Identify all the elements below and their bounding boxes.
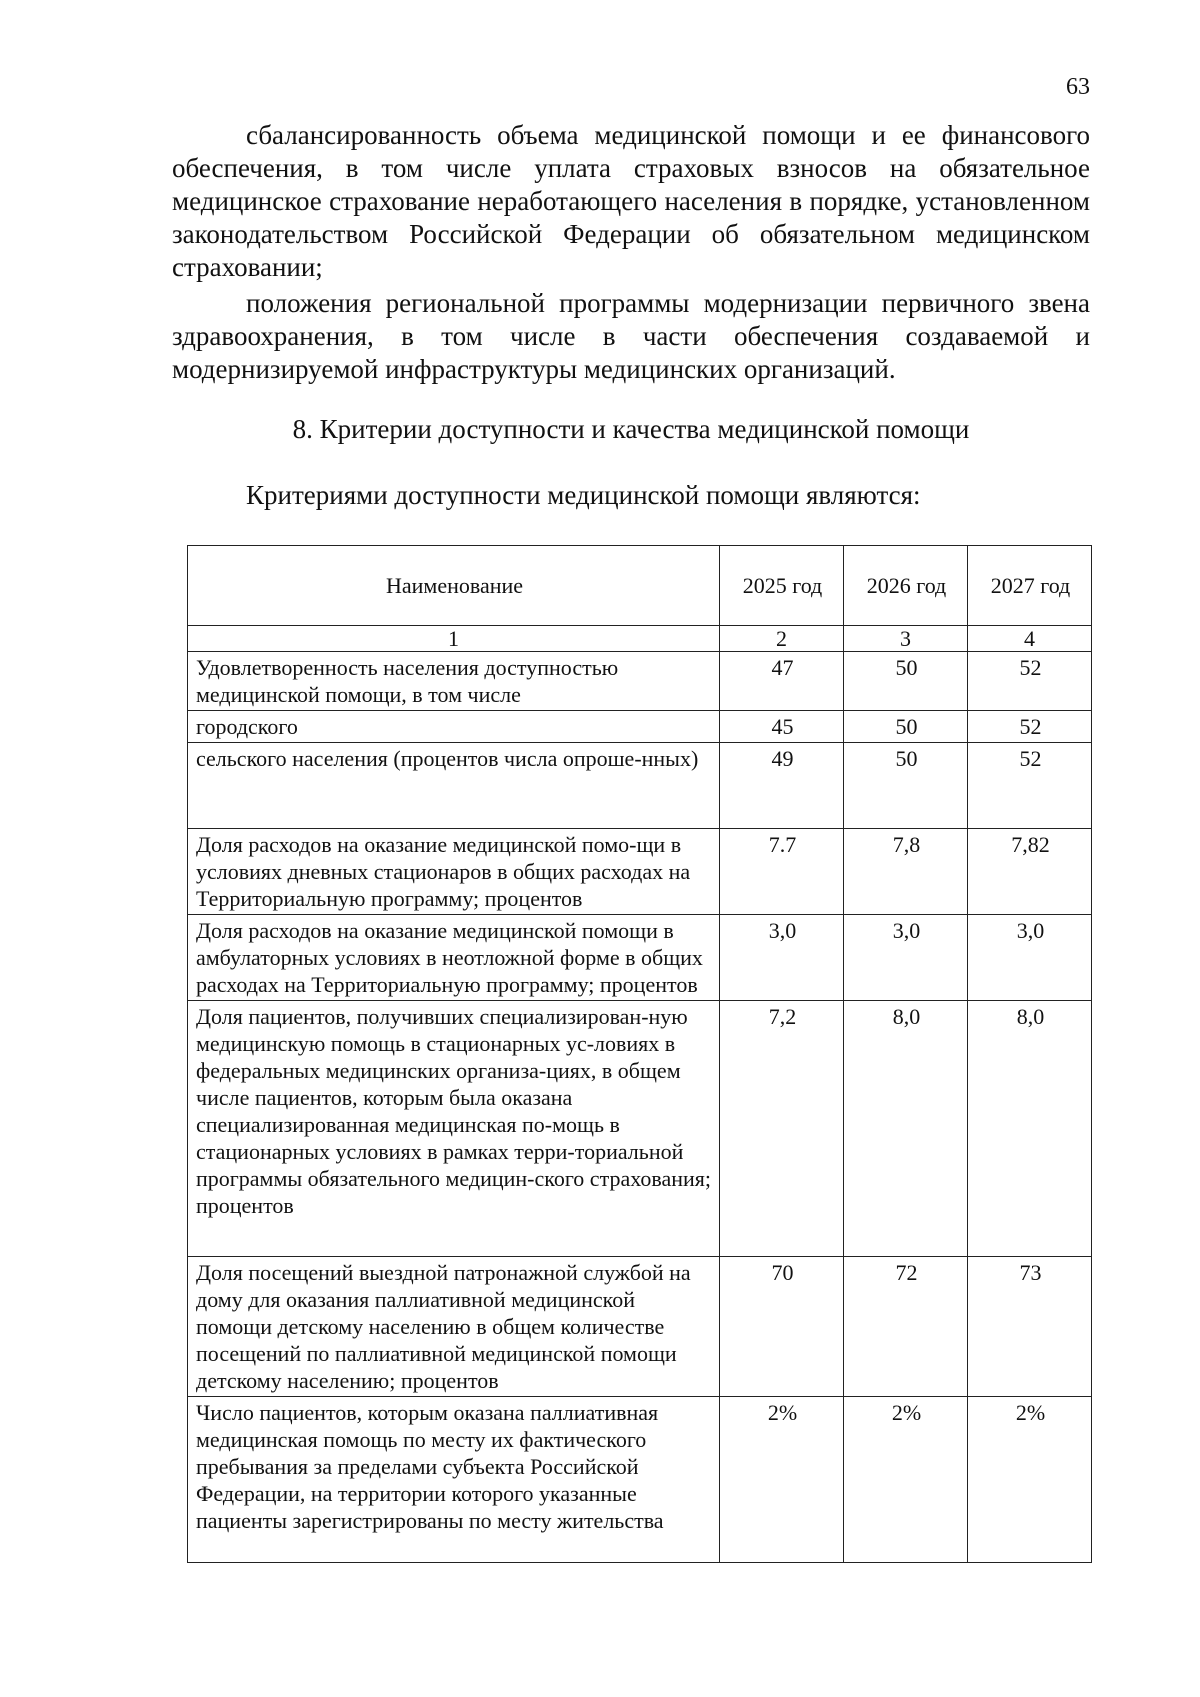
criterion-name: Доля расходов на оказание медицинской помо-щи в условиях дневных стационаров в общих расходах на Территориальную программу; процентов (188, 829, 720, 915)
criterion-name: Число пациентов, которым оказана паллиативная медицинская помощь по месту их фактического пребывания за пределами субъекта Российской Федерации, на территории которого указанные пациенты зарегистрированы по месту жительства (188, 1397, 720, 1563)
value-2027: 3,0 (968, 915, 1092, 1001)
page-number: 63 (1066, 74, 1090, 100)
criterion-name: Доля посещений выездной патронажной службой на дому для оказания паллиативной медицинской помощи детскому населению в общем количестве посещений по паллиативной медицинской помощи детскому населению; процентов (188, 1257, 720, 1397)
header-2025: 2025 год (720, 546, 844, 626)
value-2026: 8,0 (844, 1001, 968, 1257)
table-row (188, 829, 1092, 915)
criteria-table (187, 545, 1092, 1563)
value-2025: 70 (720, 1257, 844, 1397)
header-2026: 2026 год (844, 546, 968, 626)
value-2025: 45 (720, 711, 844, 743)
criterion-name: Доля расходов на оказание медицинской помощи в амбулаторных условиях в неотложной форме в общих расходах на Территориальную программу; процентов (188, 915, 720, 1001)
table-header-row (188, 546, 1092, 626)
table-row (188, 711, 1092, 743)
value-2025: 49 (720, 743, 844, 829)
value-2027: 52 (968, 652, 1092, 711)
value-2026: 50 (844, 743, 968, 829)
value-2025: 47 (720, 652, 844, 711)
value-2026: 50 (844, 652, 968, 711)
table-row (188, 1397, 1092, 1563)
table-row (188, 1001, 1092, 1257)
paragraph-modernization: положения региональной программы модернизации первичного звена здравоохранения, в том числе в части обеспечения создаваемой и модернизируемой инфраструктуры медицинских организаций. (172, 288, 1090, 384)
criteria-intro: Критериями доступности медицинской помощи являются: (246, 480, 921, 510)
table-row (188, 915, 1092, 1001)
column-number: 1 (188, 626, 720, 652)
table-row (188, 1257, 1092, 1397)
value-2027: 8,0 (968, 1001, 1092, 1257)
value-2027: 52 (968, 711, 1092, 743)
value-2026: 7,8 (844, 829, 968, 915)
value-2026: 3,0 (844, 915, 968, 1001)
header-name: Наименование (188, 546, 720, 626)
column-number: 2 (720, 626, 844, 652)
column-number: 3 (844, 626, 968, 652)
table-row (188, 652, 1092, 711)
column-number: 4 (968, 626, 1092, 652)
criterion-name: сельского населения (процентов числа опроше-нных) (188, 743, 720, 829)
value-2025: 7,2 (720, 1001, 844, 1257)
paragraph-financing: сбалансированность объема медицинской помощи и ее финансового обеспечения, в том числе уплата страховых взносов на обязательное медицинское страхование неработающего населения в порядке, установленном законодательством Российской Федерации об обязательном медицинском страховании; (172, 120, 1090, 282)
table-row (188, 743, 1092, 829)
header-2027: 2027 год (968, 546, 1092, 626)
value-2025: 7.7 (720, 829, 844, 915)
value-2026: 50 (844, 711, 968, 743)
criterion-name: Удовлетворенность населения доступностью медицинской помощи, в том числе (188, 652, 720, 711)
value-2027: 73 (968, 1257, 1092, 1397)
value-2025: 2% (720, 1397, 844, 1563)
value-2025: 3,0 (720, 915, 844, 1001)
column-number-row (188, 626, 1092, 652)
criterion-name: городского (188, 711, 720, 743)
value-2027: 52 (968, 743, 1092, 829)
criterion-name: Доля пациентов, получивших специализирован-ную медицинскую помощь в стационарных ус-ловиях в федеральных медицинских организа-циях, в общем числе пациентов, которым была оказана специализированная медицинская по-мощь в стационарных условиях в рамках терри-ториальной программы обязательного медицин-ского страхования; процентов (188, 1001, 720, 1257)
section-heading: 8. Критерии доступности и качества медицинской помощи (292, 414, 970, 444)
value-2026: 72 (844, 1257, 968, 1397)
value-2027: 7,82 (968, 829, 1092, 915)
value-2027: 2% (968, 1397, 1092, 1563)
value-2026: 2% (844, 1397, 968, 1563)
